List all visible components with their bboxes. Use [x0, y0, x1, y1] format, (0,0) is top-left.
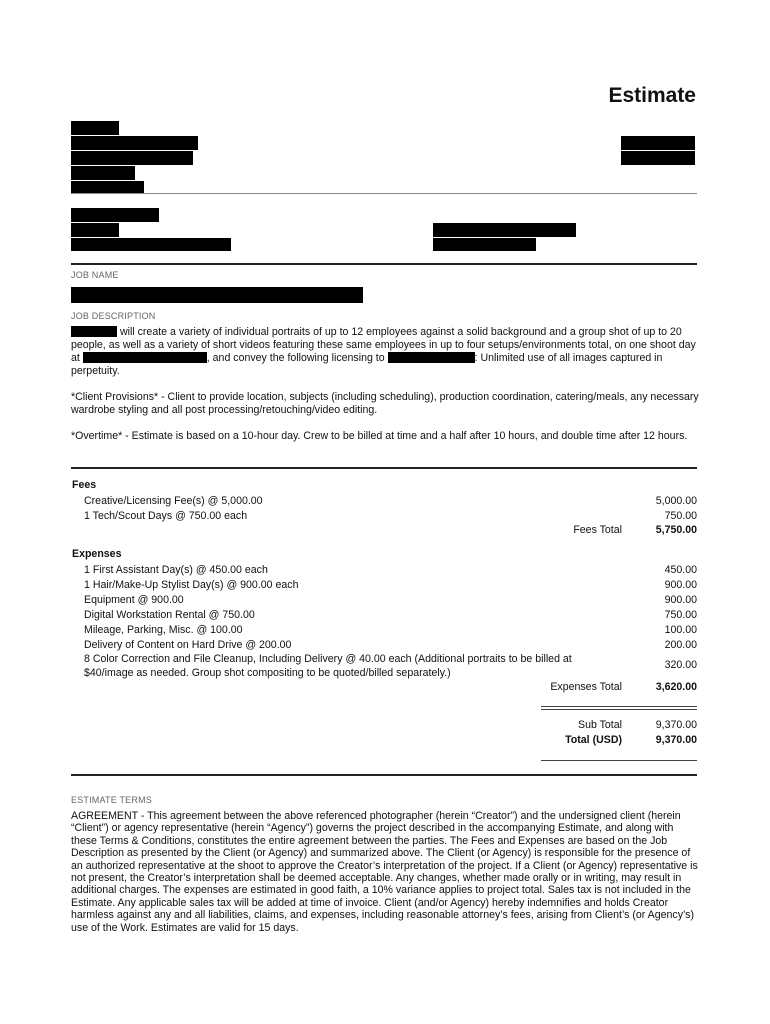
summary-bottom-rule — [541, 760, 697, 761]
fee-description: 1 Tech/Scout Days @ 750.00 each — [84, 510, 248, 522]
redacted-sender-line-3 — [71, 151, 193, 165]
expense-amount: 900.00 — [664, 579, 697, 591]
job-name-label: JOB NAME — [71, 270, 119, 280]
expense-description: Delivery of Content on Hard Drive @ 200.00 — [84, 639, 292, 651]
job-description-label: JOB DESCRIPTION — [71, 311, 156, 321]
expense-line-item — [84, 638, 697, 653]
redacted-sender-line-2 — [71, 136, 198, 150]
job-description — [71, 326, 699, 443]
expenses-total-value: 3,620.00 — [655, 681, 697, 693]
expense-description: 8 Color Correction and File Cleanup, Including Delivery @ 40.00 each (Additional portraits to be billed at $40/image as needed. Group shot compositing to be quoted/billed separately.) — [84, 653, 572, 679]
redacted-client-line-1 — [71, 208, 159, 222]
expense-line-item — [84, 578, 697, 593]
expense-line-item — [84, 563, 697, 578]
estimate-terms: AGREEMENT - This agreement between the above referenced photographer (herein “Creator”) and the undersigned client (herein “Client”) or agency representative (herein “Agency”) governs the project described in the accompanying Estimate, and along with these Terms & Conditions, constitutes the entire agreement between the parties. The Fees and Expenses are based on the Job Description as presented by the Client (or Agency) and summarized above. The Client (or Agency) is responsible for the presence of an authorized representative at the shoot to approve the Creator’s interpretation of the project. If a Client (or Agency) representative is not present, the Creator’s interpretation shall be deemed acceptable. Any changes, whether made orally or in writing, may result in additional charges. The expenses are estimated in good faith, a 10% variance applies to project total. Sales tax is not included in the Estimate. Any applicable sales tax will be added at time of invoice. Client (and/or Agency) hereby indemnifies and holds Creator harmless against any and all liabilities, claims, and expenses, including reasonable attorney’s fees, arising from Client’s (or Agency’s) use of the Work. Estimates are valid for 15 days. — [71, 810, 698, 934]
document-title: Estimate — [608, 84, 696, 107]
expense-amount: 450.00 — [664, 564, 697, 576]
expense-description: Equipment @ 900.00 — [84, 594, 184, 606]
description-paragraph-3: *Overtime* - Estimate is based on a 10-hour day. Crew to be billed at time and a half after 10 hours, and double time after 12 hours. — [71, 430, 688, 442]
expense-amount: 320.00 — [664, 659, 697, 671]
expense-amount: 900.00 — [664, 594, 697, 606]
redacted-sender-line-4 — [71, 166, 135, 180]
header-divider — [71, 193, 697, 194]
subtotal-value: 9,370.00 — [655, 719, 697, 731]
expense-description: 1 First Assistant Day(s) @ 450.00 each — [84, 564, 268, 576]
fee-description: Creative/Licensing Fee(s) @ 5,000.00 — [84, 495, 263, 507]
expense-description: Digital Workstation Rental @ 750.00 — [84, 609, 255, 621]
fees-total-value: 5,750.00 — [655, 524, 697, 536]
summary-top-rule-2 — [541, 709, 697, 710]
expense-line-item — [84, 653, 697, 681]
expense-amount: 750.00 — [664, 609, 697, 621]
redacted-sender-line-1 — [71, 121, 119, 135]
grand-total-label: Total (USD) — [565, 734, 622, 746]
redacted-company-name — [71, 326, 117, 337]
redacted-estimate-meta-2 — [621, 151, 695, 165]
description-paragraph-1: will create a variety of individual portraits of up to 12 employees against a solid background and a group shot of up to 20 people, as well as a variety of short videos featuring these same employees in up to four setups/environments total, on one shoot day at , and convey the following licensing to : Unlimited use of all images captured in perpetuity. — [71, 326, 696, 377]
expense-line-item — [84, 593, 697, 608]
redacted-contact-line-2 — [433, 238, 536, 251]
description-paragraph-2: *Client Provisions* - Client to provide location, subjects (including scheduling), production coordination, catering/meals, any necessary wardrobe styling and all post processing/retouching/video editing. — [71, 391, 699, 416]
expense-description: 1 Hair/Make-Up Stylist Day(s) @ 900.00 each — [84, 579, 299, 591]
expense-description: Mileage, Parking, Misc. @ 100.00 — [84, 624, 243, 636]
expenses-total-label: Expenses Total — [550, 681, 622, 693]
expense-amount: 200.00 — [664, 639, 697, 651]
fee-line-item — [84, 494, 697, 509]
client-divider — [71, 263, 697, 265]
redacted-estimate-meta-1 — [621, 136, 695, 150]
redacted-contact-line-1 — [433, 223, 576, 237]
redacted-client-line-2 — [71, 223, 119, 237]
fee-amount: 5,000.00 — [655, 495, 697, 507]
fees-total-label: Fees Total — [573, 524, 622, 536]
expense-line-item — [84, 623, 697, 638]
expenses-heading: Expenses — [72, 548, 122, 560]
fee-line-item — [84, 509, 697, 524]
redacted-client-line-3 — [71, 238, 231, 251]
summary-top-rule — [541, 706, 697, 707]
totals-divider — [71, 774, 697, 776]
estimate-terms-label: ESTIMATE TERMS — [71, 795, 152, 805]
fees-heading: Fees — [72, 479, 97, 491]
redacted-job-name — [71, 287, 363, 303]
redacted-location — [83, 352, 207, 363]
description-divider — [71, 467, 697, 469]
redacted-licensee — [388, 352, 475, 363]
grand-total-value: 9,370.00 — [655, 734, 697, 746]
fee-amount: 750.00 — [664, 510, 697, 522]
subtotal-label: Sub Total — [578, 719, 622, 731]
expense-amount: 100.00 — [664, 624, 697, 636]
expense-line-item — [84, 608, 697, 623]
